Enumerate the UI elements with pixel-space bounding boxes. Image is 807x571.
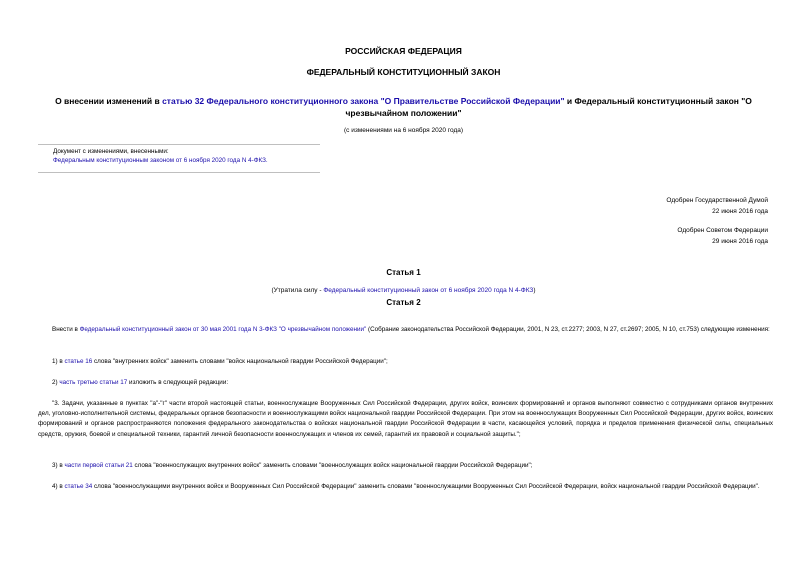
item-3-suffix: слова "военнослужащих внутренних войск" заменить словами "военнослужащих войск национальной гвардии Российской Федерации"; <box>132 462 533 469</box>
article-1-lost-note <box>0 287 807 294</box>
duma-approval-line1: Одобрен Государственной Думой <box>666 197 768 204</box>
law-kind-heading: ФЕДЕРАЛЬНЫЙ КОНСТИТУЦИОННЫЙ ЗАКОН <box>306 67 501 77</box>
council-approval <box>677 225 768 247</box>
item-3 <box>38 461 773 471</box>
article-1-heading: Статья 1 <box>386 268 421 277</box>
amendments-link[interactable]: Федеральным конституционным законом от 6 ноября 2020 года N 4-ФКЗ. <box>53 157 268 164</box>
intro-link[interactable]: Федеральный конституционный закон от 30 мая 2001 года N 3-ФКЗ "О чрезвычайном положении" <box>79 326 367 333</box>
council-approval-date: 29 июня 2016 года <box>712 238 768 245</box>
item-4-link[interactable]: статье 34 <box>64 483 93 490</box>
item-3-link[interactable]: части первой статьи 21 <box>64 462 133 469</box>
item-4 <box>38 482 773 492</box>
intro-prefix: Внести в <box>52 326 80 333</box>
country-heading: РОССИЙСКАЯ ФЕДЕРАЦИЯ <box>345 46 462 56</box>
item-2-quote <box>38 399 773 440</box>
lost-link[interactable]: Федеральный конституционный закон от 6 ноября 2020 года N 4-ФКЗ <box>323 287 534 294</box>
article-2-heading: Статья 2 <box>386 298 421 307</box>
item-2 <box>38 378 773 388</box>
item-1-suffix: слова "внутренних войск" заменить словами "войск национальной гвардии Российской Федерации"; <box>92 358 388 365</box>
item-2-suffix: изложить в следующей редакции: <box>127 379 229 386</box>
title-prefix: О внесении изменений в <box>55 96 163 106</box>
duma-approval <box>666 195 768 217</box>
revision-note: (с изменениями на 6 ноября 2020 года) <box>343 127 464 134</box>
item-2-link[interactable]: часть третью статьи 17 <box>59 379 128 386</box>
item-3-prefix: 3) в <box>52 462 65 469</box>
title-suffix: и Федеральный конституционный закон "О чрезвычайном положении" <box>345 96 752 118</box>
amendments-box <box>38 144 320 173</box>
intro-suffix: (Собрание законодательства Российской Федерации, 2001, N 23, ст.2277; 2003, N 27, ст.2697; 2005, N 10, ст.753) следующие изменения: <box>366 326 770 333</box>
item-2-prefix: 2) <box>52 379 60 386</box>
amendments-label: Документ с изменениями, внесенными: <box>53 148 169 155</box>
item-1-link[interactable]: статье 16 <box>64 358 93 365</box>
item-4-prefix: 4) в <box>52 483 65 490</box>
item-1-prefix: 1) в <box>52 358 65 365</box>
law-title <box>30 95 777 119</box>
item-1 <box>38 357 773 367</box>
quote-text: "3. Задачи, указанные в пунктах "а"-"г" части второй настоящей статьи, военнослужащие Вооруженных Сил Российской Федерации, других войск, воинских формирований и органов выполняют совместно с сотрудниками органов внутренних дел, уголовно-исполнительной системы, федеральных органов безопасности и военнослужащими войск национальной гвардии Российской Федерации. При этом на военнослужащих Вооруженных Сил Российской Федерации, других войск, воинских формирований и органов распространяются положения федерального законодательства о войсках национальной гвардии Российской Федерации в части, касающейся условий, порядка и пределов применения физической силы, специальных средств, оружия, боевой и специальной техники, гарантий личной безопасности военнослужащих и членов их семей, гарантий их правовой и социальной защиты."; <box>38 400 773 438</box>
title-link[interactable]: статью 32 Федерального конституционного закона "О Правительстве Российской Федерации" <box>162 96 565 106</box>
council-approval-line1: Одобрен Советом Федерации <box>677 227 768 234</box>
article-2-intro <box>38 325 773 335</box>
duma-approval-date: 22 июня 2016 года <box>712 208 768 215</box>
lost-suffix: ) <box>533 287 536 294</box>
lost-prefix: (Утратила силу - <box>271 287 324 294</box>
item-4-suffix: слова "военнослужащими внутренних войск и Вооруженных Сил Российской Федерации" заменить словами "военнослужащими Вооруженных Сил Российской Федерации, войск национальной гвардии Российской Федерации". <box>92 483 760 490</box>
